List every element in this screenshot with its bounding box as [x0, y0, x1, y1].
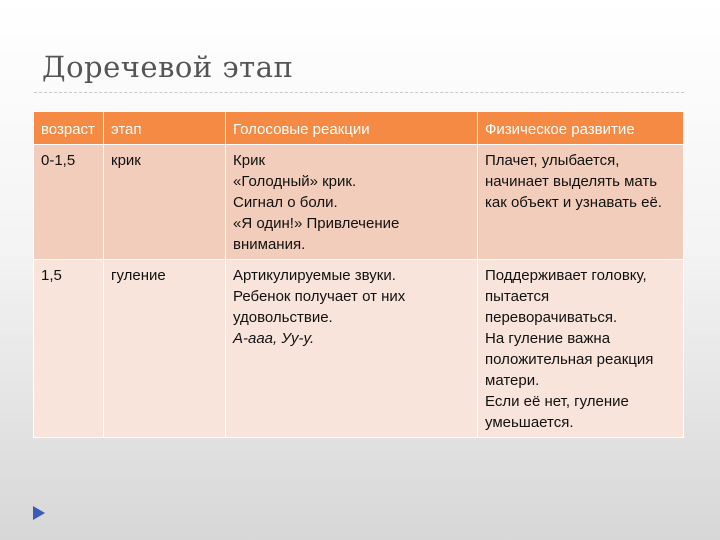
- table-row: [34, 260, 684, 438]
- physical-line: Если её нет, гуление умеьшается.: [485, 393, 629, 431]
- header-age: возраст: [34, 112, 104, 145]
- slide-title: Доречевой этап: [42, 50, 294, 84]
- cell-stage: крик: [104, 145, 226, 260]
- voice-example-line: А-ааа, Уу-у.: [233, 330, 315, 347]
- voice-line: Ребенок получает от них удовольствие.: [233, 288, 406, 326]
- cell-physical-development: [478, 260, 684, 438]
- header-physical-development: Физическое развитие: [478, 112, 684, 145]
- cell-stage: гуление: [104, 260, 226, 438]
- physical-line: Плачет, улыбается, начинает выделять мать как объект и узнавать её.: [485, 152, 662, 211]
- cell-age: 0-1,5: [34, 145, 104, 260]
- table-row: [34, 145, 684, 260]
- voice-line: Крик: [233, 152, 266, 169]
- cell-voice-reactions: [226, 260, 478, 438]
- cell-physical-development: [478, 145, 684, 260]
- speech-stage-table: [33, 111, 684, 438]
- header-stage: этап: [104, 112, 226, 145]
- voice-line: Артикулируемые звуки.: [233, 267, 396, 284]
- play-triangle-icon[interactable]: [33, 506, 45, 520]
- table-header-row: [34, 112, 684, 145]
- physical-line: На гуление важна положительная реакция матери.: [485, 330, 654, 389]
- cell-voice-reactions: [226, 145, 478, 260]
- cell-age: 1,5: [34, 260, 104, 438]
- voice-line: «Я один!» Привлечение внимания.: [233, 215, 400, 253]
- voice-line: «Голодный» крик.: [233, 173, 357, 190]
- physical-line: Поддерживает головку, пытается переворачиваться.: [485, 267, 647, 326]
- title-divider: [34, 92, 684, 93]
- voice-line: Сигнал о боли.: [233, 194, 338, 211]
- header-voice-reactions: Голосовые реакции: [226, 112, 478, 145]
- table-container: [33, 111, 683, 438]
